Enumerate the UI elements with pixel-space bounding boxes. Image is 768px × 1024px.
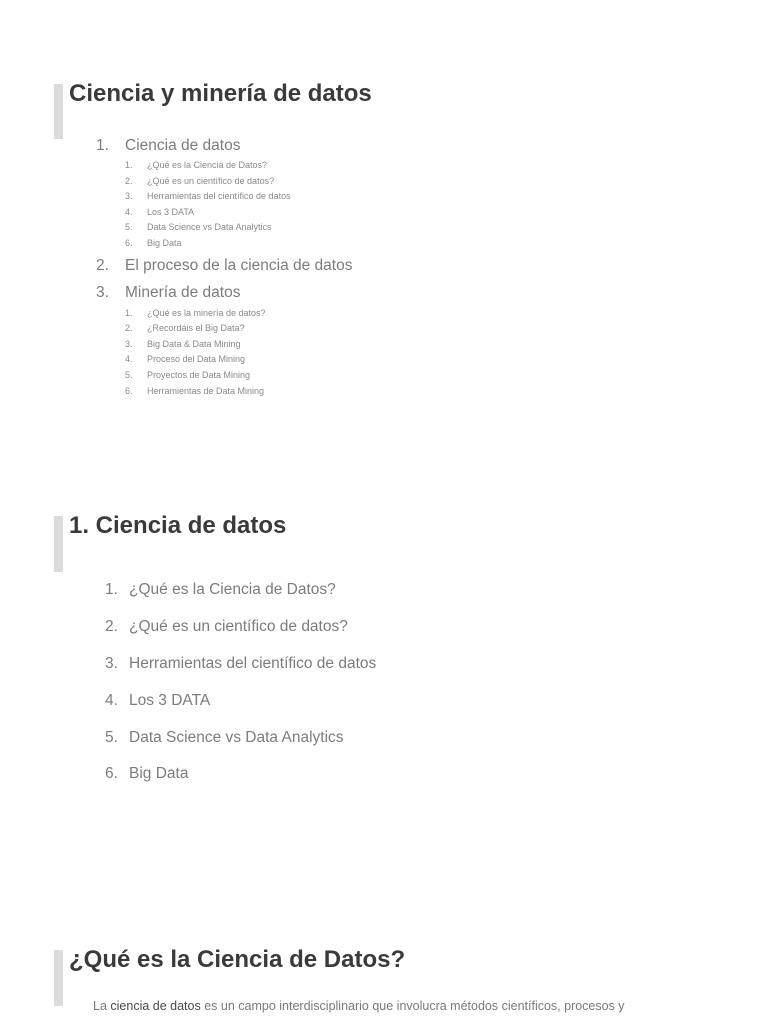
- toc-subitem-label: ¿Qué es la minería de datos?: [147, 308, 266, 318]
- toc-subitem[interactable]: [125, 354, 245, 364]
- body-paragraph: [93, 999, 625, 1013]
- toc-subitem-number: 3.: [125, 339, 133, 349]
- toc-subitem-label: ¿Qué es un científico de datos?: [147, 176, 275, 186]
- toc-subitem-number: 1.: [125, 160, 133, 170]
- toc-subitem-number: 3.: [125, 191, 133, 201]
- toc-subitem-label: Data Science vs Data Analytics: [147, 222, 272, 232]
- list-item-label: Data Science vs Data Analytics: [129, 729, 344, 746]
- toc-subitem-label: Proceso del Data Mining: [147, 354, 246, 364]
- toc-item-number: 1.: [96, 137, 109, 154]
- toc-item[interactable]: [96, 137, 240, 155]
- heading-accent-bar: [54, 84, 63, 139]
- list-item-number: 4.: [105, 692, 118, 709]
- list-item-number: 6.: [105, 765, 118, 782]
- toc-item[interactable]: [96, 284, 240, 302]
- toc-subitem[interactable]: [125, 323, 245, 333]
- toc-subitem[interactable]: [125, 222, 272, 232]
- toc-subitem-label: ¿Recordáis el Big Data?: [147, 323, 245, 333]
- section-list-item[interactable]: [105, 729, 344, 747]
- list-item-label: Herramientas del científico de datos: [129, 655, 377, 672]
- toc-item-number: 2.: [96, 257, 109, 274]
- heading-accent-bar: [54, 950, 63, 1006]
- toc-item-label: Minería de datos: [125, 284, 241, 301]
- toc-subitem[interactable]: [125, 308, 266, 318]
- toc-subitem-label: Big Data & Data Mining: [147, 339, 241, 349]
- toc-subitem-label: Proyectos de Data Mining: [147, 370, 251, 380]
- toc-item-number: 3.: [96, 284, 109, 301]
- section-list-item[interactable]: [105, 581, 336, 599]
- paragraph-text: es un campo interdisciplinario que involucra métodos científicos, procesos y: [200, 999, 625, 1013]
- list-item-label: Los 3 DATA: [129, 692, 211, 709]
- list-item-number: 1.: [105, 581, 118, 598]
- section-list-item[interactable]: [105, 618, 348, 636]
- toc-subitem-label: ¿Qué es la Ciencia de Datos?: [147, 160, 268, 170]
- toc-subitem-number: 2.: [125, 323, 133, 333]
- toc-item-label: El proceso de la ciencia de datos: [125, 257, 353, 274]
- list-item-label: ¿Qué es un científico de datos?: [129, 618, 348, 635]
- toc-subitem-label: Los 3 DATA: [147, 207, 195, 217]
- paragraph-term: ciencia de datos: [110, 999, 201, 1013]
- toc-subitem-number: 5.: [125, 370, 133, 380]
- toc-subitem[interactable]: [125, 207, 194, 217]
- list-item-label: ¿Qué es la Ciencia de Datos?: [129, 581, 336, 598]
- section-list-item[interactable]: [105, 692, 210, 710]
- list-item-number: 2.: [105, 618, 118, 635]
- toc-subitem-number: 2.: [125, 176, 133, 186]
- list-item-number: 5.: [105, 729, 118, 746]
- toc-subitem[interactable]: [125, 339, 241, 349]
- toc-subitem[interactable]: [125, 386, 264, 396]
- list-item-number: 3.: [105, 655, 118, 672]
- heading-accent-bar: [54, 516, 63, 572]
- list-item-label: Big Data: [129, 765, 189, 782]
- toc-subitem[interactable]: [125, 160, 267, 170]
- section-title: 1. Ciencia de datos: [69, 512, 287, 539]
- toc-subitem[interactable]: [125, 370, 250, 380]
- toc-item[interactable]: [96, 257, 352, 275]
- toc-item-label: Ciencia de datos: [125, 137, 241, 154]
- toc-subitem[interactable]: [125, 191, 291, 201]
- toc-subitem-label: Herramientas de Data Mining: [147, 386, 265, 396]
- toc-subitem-label: Big Data: [147, 238, 182, 248]
- section-list-item[interactable]: [105, 655, 376, 673]
- toc-subitem-number: 6.: [125, 386, 133, 396]
- section-title: ¿Qué es la Ciencia de Datos?: [69, 946, 406, 973]
- section-list-item[interactable]: [105, 765, 188, 783]
- paragraph-lead: La: [93, 999, 111, 1013]
- toc-subitem-number: 1.: [125, 308, 133, 318]
- toc-subitem-number: 4.: [125, 207, 133, 217]
- toc-subitem[interactable]: [125, 238, 182, 248]
- toc-subitem-label: Herramientas del científico de datos: [147, 191, 291, 201]
- toc-subitem[interactable]: [125, 176, 274, 186]
- toc-subitem-number: 6.: [125, 238, 133, 248]
- toc-subitem-number: 4.: [125, 354, 133, 364]
- toc-subitem-number: 5.: [125, 222, 133, 232]
- toc-title: Ciencia y minería de datos: [69, 80, 372, 107]
